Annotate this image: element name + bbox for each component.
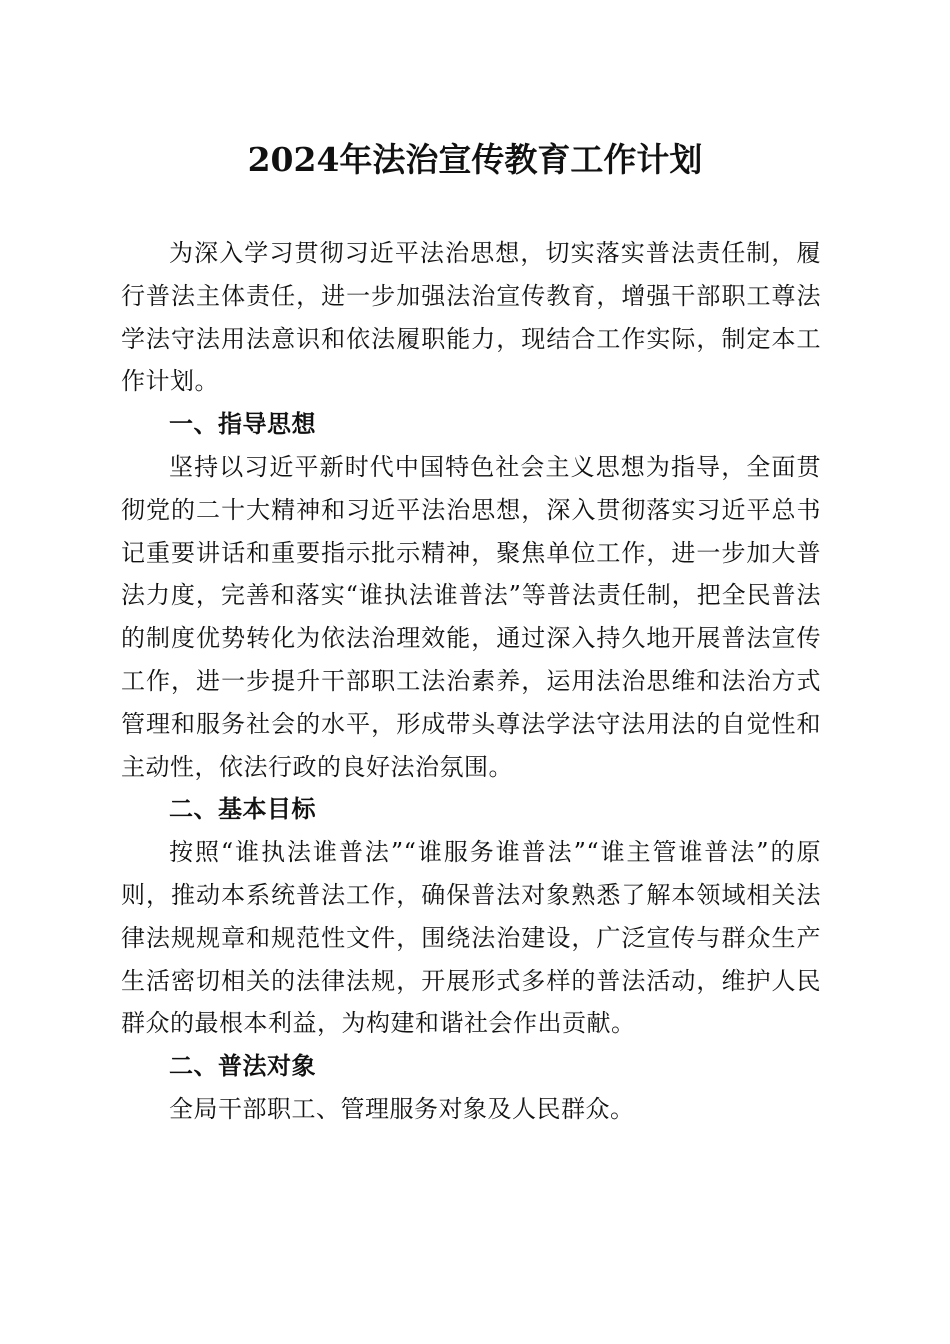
section-heading-guiding-ideology: 一、指导思想 [169, 410, 316, 439]
section-body-target-audience: 全局干部职工、管理服务对象及人民群众。 [169, 1094, 635, 1123]
page-title: 2024年法治宣传教育工作计划 [247, 140, 703, 179]
section-body-guiding-ideology: 坚持以习近平新时代中国特色社会主义思想为指导，全面贯彻党的二十大精神和习近平法治思想，深入贯彻落实习近平总书记重要讲话和重要指示批示精神，聚焦单位工作，进一步加大普法力度，完善和落实“谁执法谁普法”等普法责任制，把全民普法的制度优势转化为依法治理效能，通过深入持久地开展普法宣传工作，进一步提升干部职工法治素养，运用法治思维和法治方式管理和服务社会的水平，形成带头尊法学法守法用法的自觉性和主动性，依法行政的良好法治氛围。 [121, 452, 821, 781]
document-body [121, 232, 821, 1131]
section-body-basic-goals: 按照“谁执法谁普法”“谁服务谁普法”“谁主管谁普法”的原则，推动本系统普法工作，确保普法对象熟悉了解本领域相关法律法规规章和规范性文件，围绕法治建设，广泛宣传与群众生产生活密切相关的法律法规，开展形式多样的普法活动，维护人民群众的最根本利益，为构建和谐社会作出贡献。 [121, 838, 821, 1038]
section-heading-target-audience: 二、普法对象 [169, 1052, 316, 1081]
section-heading-basic-goals: 二、基本目标 [169, 795, 316, 824]
intro-paragraph: 为深入学习贯彻习近平法治思想，切实落实普法责任制，履行普法主体责任，进一步加强法治宣传教育，增强干部职工尊法学法守法用法意识和依法履职能力，现结合工作实际，制定本工作计划。 [121, 239, 821, 396]
